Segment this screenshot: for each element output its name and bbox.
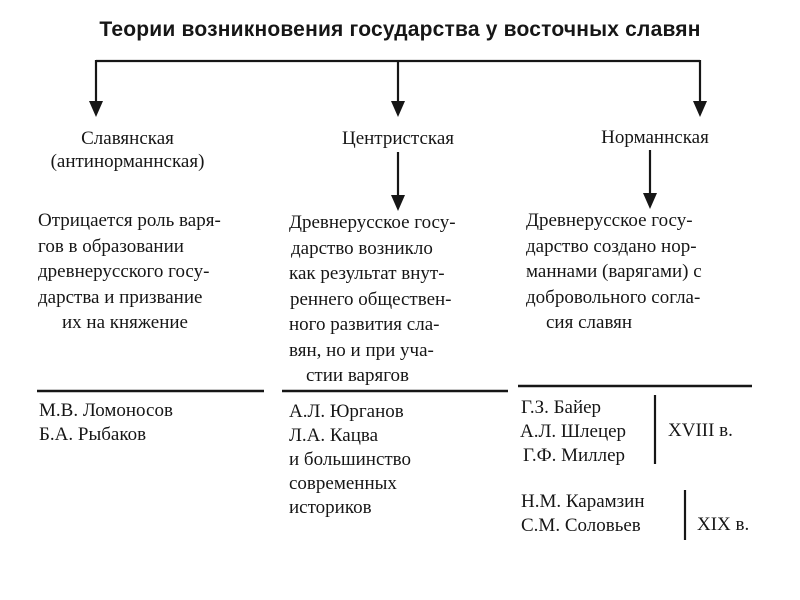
description-line: древнерусского госу-	[38, 261, 210, 282]
historian-name: и большинство	[289, 449, 412, 470]
historians-norman-19th	[521, 490, 645, 538]
historian-name: Г.З. Байер	[521, 397, 602, 418]
description-line: ного развития сла-	[289, 314, 440, 335]
description-line: дарство возникло	[291, 237, 433, 259]
historian-name: А.Л. Юрганов	[289, 401, 404, 422]
description-line: реннего обществен-	[290, 288, 452, 310]
description-line: их на княжение	[62, 312, 188, 333]
historian-name: современных	[289, 473, 397, 494]
historian-name: Л.А. Кацва	[289, 425, 379, 446]
description-line: Отрицается роль варя-	[38, 210, 221, 231]
arrow-head-right	[693, 101, 707, 117]
arrow-head-center	[391, 101, 405, 117]
description-line: вян, но и при уча-	[289, 339, 434, 361]
heading-centrist	[313, 127, 483, 150]
historian-name: Н.М. Карамзин	[521, 491, 645, 512]
description-line: маннами (варягами) с	[526, 261, 702, 282]
description-line: дарства и призвание	[38, 286, 203, 308]
description-line: дарство создано нор-	[526, 235, 697, 257]
arrow-head-right-desc	[643, 193, 657, 209]
heading-line: (антинорманнская)	[50, 151, 205, 172]
heading-slavic	[40, 127, 215, 173]
description-norman	[526, 208, 702, 336]
historian-name: А.Л. Шлецер	[520, 421, 627, 442]
historian-name: С.М. Соловьев	[521, 515, 641, 536]
historian-name: Г.Ф. Миллер	[523, 445, 626, 466]
description-line: сия славян	[546, 312, 633, 333]
description-line: Древнерусское госу-	[526, 210, 693, 231]
historian-name: историков	[289, 497, 372, 518]
historians-centrist	[289, 400, 411, 520]
century-label-19th: XIX в.	[697, 514, 750, 535]
description-line: стии варягов	[306, 365, 410, 386]
century-label-18th: XVIII в.	[668, 420, 733, 441]
diagram-title: Теории возникновения государства у восточных славян	[99, 18, 701, 41]
historian-name: М.В. Ломоносов	[39, 400, 173, 421]
description-line: как результат внут-	[289, 263, 445, 284]
arrow-head-left	[89, 101, 103, 117]
historians-norman-18th	[520, 396, 647, 468]
description-centrist	[289, 210, 456, 389]
historian-name: Б.А. Рыбаков	[39, 424, 147, 445]
heading-norman	[570, 126, 740, 149]
description-line: гов в образовании	[38, 235, 184, 257]
description-slavic	[38, 208, 221, 336]
heading-line: Норманнская	[601, 127, 709, 148]
heading-line: Славянская	[81, 128, 174, 149]
heading-line: Центристская	[341, 128, 455, 149]
description-line: добровольного согла-	[526, 286, 701, 308]
description-line: Древнерусское госу-	[289, 212, 456, 233]
arrow-head-center-desc	[391, 195, 405, 211]
historians-slavic	[39, 399, 173, 447]
